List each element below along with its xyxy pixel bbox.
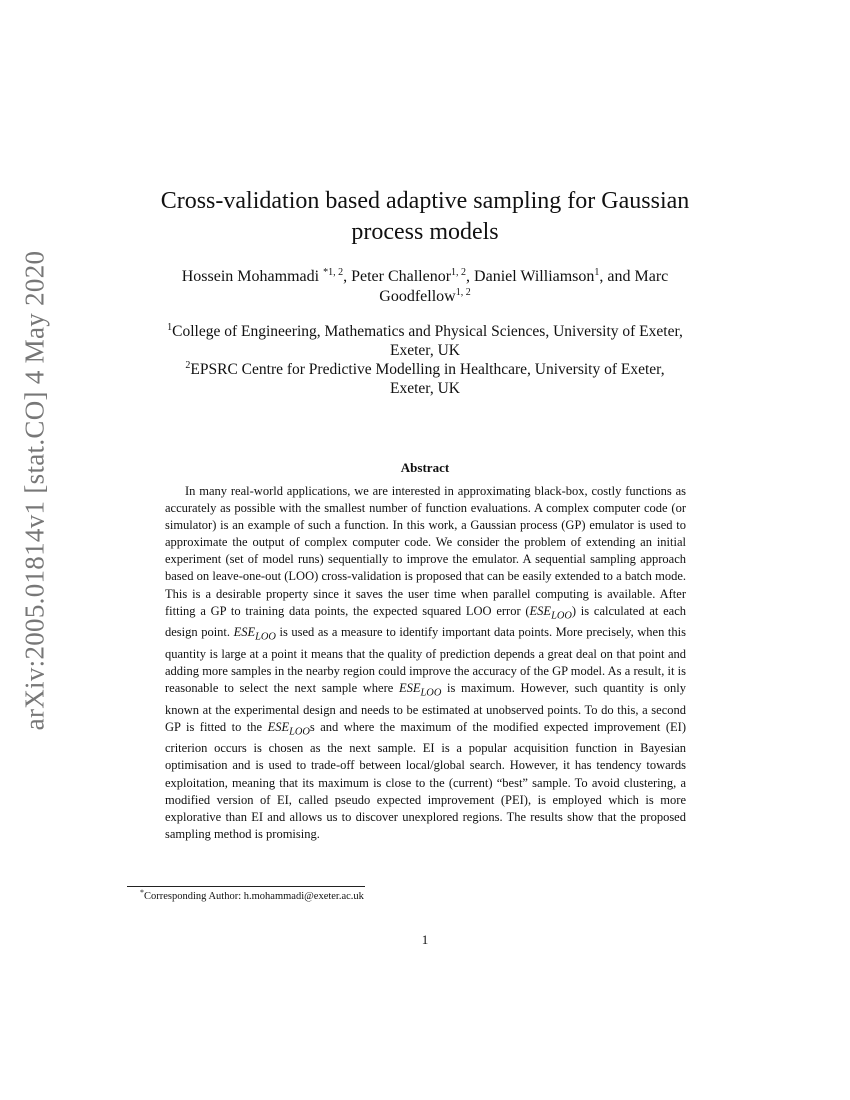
affiliation-item xyxy=(110,360,740,398)
author-separator: , xyxy=(466,268,475,285)
footnote-divider xyxy=(127,886,365,887)
abstract-body xyxy=(165,483,686,843)
paper-title xyxy=(140,186,710,248)
math-ese: $ESE_{LOO}$ xyxy=(233,625,276,643)
author-name: Hossein Mohammadi xyxy=(181,268,320,285)
abstract-heading: Abstract xyxy=(400,460,450,475)
affiliation-line: Exeter, UK xyxy=(390,342,460,359)
affiliation-line: College of Engineering, Mathematics and Physical Sciences, University of Exeter, xyxy=(172,323,683,340)
author-name: Peter Challenor xyxy=(351,268,452,285)
footnote-mark: * xyxy=(140,888,144,897)
abstract-text: In many real-world applications, we are interested in approximating black-box, costly functions as accurately as possible with the smallest number of function evaluations. A complex computer code (or simulator) is an example of such a function. In this work, a Gaussian process (GP) emulator is used to approximate the output of complex computer code. We consider the problem of extending an initial experiment (set of model runs) sequentially to improve the emulator. A sequential sampling approach based on leave-one-out (LOO) cross-validation is proposed that can be easily extended to a batch mode. This is a desirable property since it saves the user time when parallel computing is available. After fitting a GP to training data points, the expected squared LOO error ( xyxy=(165,484,686,618)
abstract-text: is maximum. However, such quantity is only known at the experimental design and needs to be estimated at unobserved points. To do this, a second GP is fitted to the xyxy=(165,681,686,734)
math-ese: $ESE_{LOO}$ xyxy=(267,719,310,738)
author-separator: , and Marc xyxy=(599,268,669,285)
abstract-text: ) is calculated at each design point. xyxy=(165,603,687,640)
math-ese: $ESE_{LOO}$ xyxy=(398,681,442,699)
affiliation-line: EPSRC Centre for Predictive Modelling in Healthcare, University of Exeter, xyxy=(190,361,665,378)
arxiv-identifier-text: arXiv:2005.01814v1 [stat.CO] 4 May 2020 xyxy=(19,250,50,730)
abstract-text: is used as a measure to identify important data points. More precisely, when this quantity is large at a point it means that the quality of prediction depends a great deal on that point and adding more samples in the nearby region could improve the accuracy of the GP model. As a result, it is reasonable to select the next sample where xyxy=(165,625,686,696)
title-line-1: Cross-validation based adaptive sampling for Gaussian xyxy=(160,188,690,214)
affiliation-mark: 2 xyxy=(185,360,191,371)
author-name: Daniel Williamson xyxy=(474,268,595,285)
math-ese: $ESE_{LOO}$ xyxy=(529,603,572,622)
author-affiliation-mark: 1, 2 xyxy=(455,287,471,298)
author-separator: , xyxy=(343,268,352,285)
author-list xyxy=(120,267,730,307)
affiliation-line: Exeter, UK xyxy=(390,380,460,397)
author-affiliation-mark: 1, 2 xyxy=(451,267,467,278)
author-affiliation-mark: *1, 2 xyxy=(323,267,344,278)
affiliation-list xyxy=(110,322,740,398)
author-affiliation-mark: 1 xyxy=(594,267,600,278)
abstract-text: s and where the maximum of the modified expected improvement (EI) criterion occurs is chosen as the next sample. EI is a popular acquisition function in Bayesian optimisation and is used to trade-off between local/global search. However, it has tendency towards exploitation, meaning that its maximum is close to the (current) “best” sample. To avoid clustering, a modified version of EI, called pseudo expected improvement (PEI), is employed which is more explorative than EI and allows us to discover unexplored regions. The results show that the proposed sampling method is promising. xyxy=(165,719,686,841)
arxiv-identifier-stamp xyxy=(10,250,60,730)
affiliation-item xyxy=(110,322,740,360)
page-number: 1 xyxy=(421,932,429,947)
corresponding-author-footnote xyxy=(140,888,364,902)
footnote-text: Corresponding Author: h.mohammadi@exeter.ac.uk xyxy=(144,891,364,902)
author-name: Goodfellow xyxy=(379,288,456,305)
title-line-2: process models xyxy=(351,219,499,245)
affiliation-mark: 1 xyxy=(167,322,173,333)
